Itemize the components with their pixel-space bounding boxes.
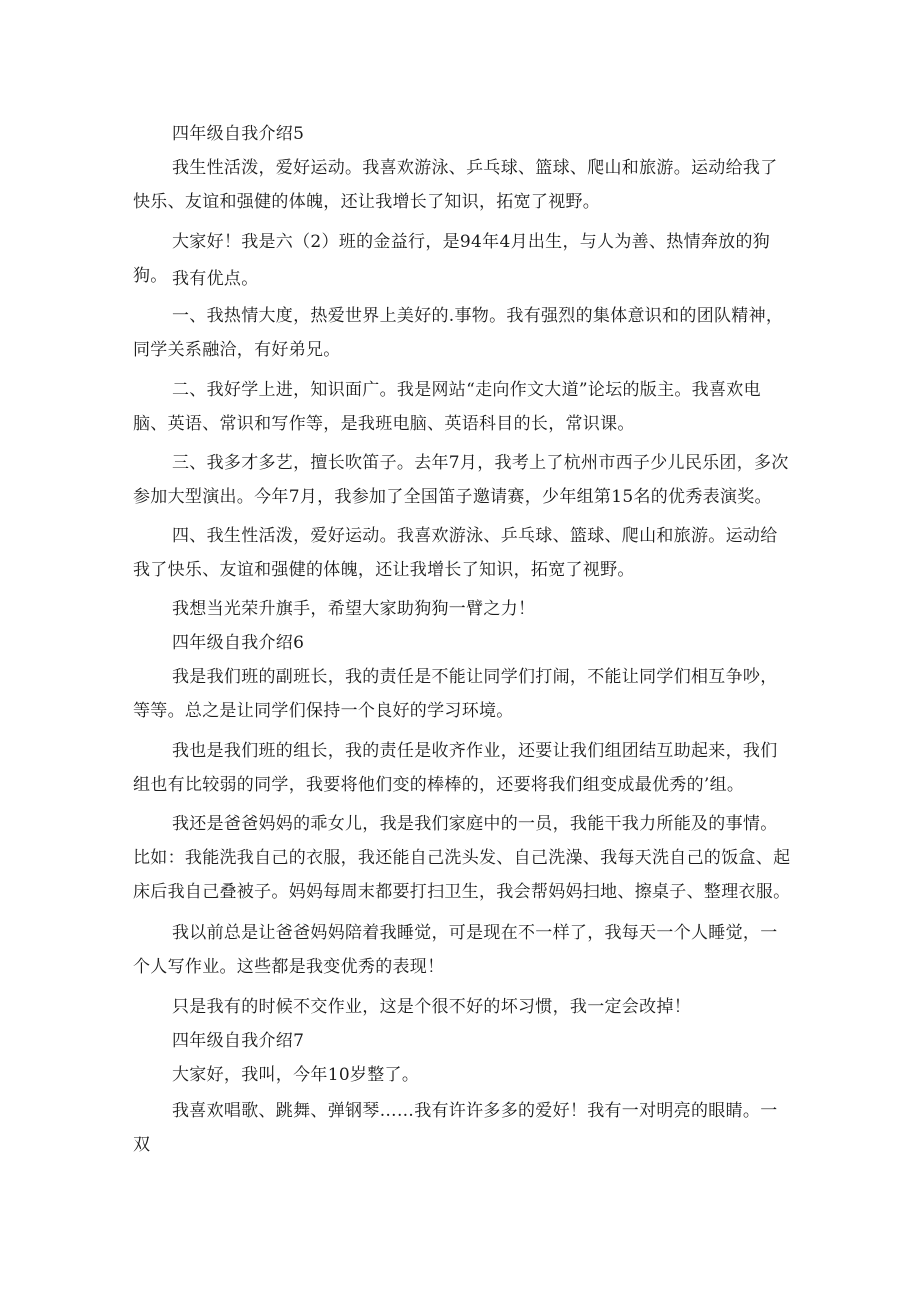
paragraph: 只是我有的时候不交作业，这是个很不好的坏习惯，我一定会改掉！ (172, 997, 691, 1017)
paragraph: 大家好，我叫，今年10岁整了。 (172, 1065, 420, 1085)
paragraph: 我也是我们班的组长，我的责任是收齐作业，还要让我们组团结互助起来，我们组也有比较弱的同学，我要将他们变的棒棒的，还要将我们组变成最优秀的’组。 (133, 741, 778, 795)
section-heading-6: 四年级自我介绍6 (172, 633, 305, 653)
paragraph: 一、我热情大度，热爱世界上美好的.事物。我有强烈的集体意识和的团队精神，同学关系融洽，有好弟兄。 (133, 306, 784, 360)
paragraph: 我是我们班的副班长，我的责任是不能让同学们打闹，不能让同学们相互争吵，等等。总之是让同学们保持一个良好的学习环境。 (133, 667, 778, 721)
paragraph: 我还是爸爸妈妈的乖女儿，我是我们家庭中的一员，我能干我力所能及的事情。比如：我能洗我自己的衣服，我还能自己洗头发、自己洗澡、我每天洗自己的饭盒、起床后我自己叠被子。妈妈每周末都要打扫卫生，我会帮妈妈扫地、擦桌子、整理衣服。 (133, 814, 791, 902)
paragraph: 大家好！我是六（2）班的金益行，是94年4月出生，与人为善、热情奔放的狗狗。 (133, 232, 771, 286)
paragraph: 我想当光荣升旗手，希望大家助狗狗一臂之力！ (172, 599, 536, 619)
paragraph: 我生性活泼，爱好运动。我喜欢游泳、乒乓球、篮球、爬山和旅游。运动给我了快乐、友谊和强健的体魄，还让我增长了知识，拓宽了视野。 (133, 158, 778, 212)
section-heading-5: 四年级自我介绍5 (172, 124, 305, 144)
paragraph: 我有优点。 (172, 269, 259, 289)
paragraph: 二、我好学上进，知识面广。我是网站“走向作文大道”论坛的版主。我喜欢电脑、英语、常识和写作等，是我班电脑、英语科目的长，常识课。 (133, 380, 761, 434)
paragraph: 三、我多才多艺，擅长吹笛子。去年7月，我考上了杭州市西子少儿民乐团，多次参加大型演出。今年7月，我参加了全国笛子邀请赛，少年组第15名的优秀表演奖。 (133, 453, 789, 507)
paragraph: 四、我生性活泼，爱好运动。我喜欢游泳、乒乓球、篮球、爬山和旅游。运动给我了快乐、友谊和强健的体魄，还让我增长了知识，拓宽了视野。 (133, 526, 778, 580)
section-heading-7: 四年级自我介绍7 (172, 1031, 305, 1051)
paragraph: 我喜欢唱歌、跳舞、弹钢琴……我有许许多多的爱好！我有一对明亮的眼睛。一双 (133, 1101, 778, 1155)
paragraph: 我以前总是让爸爸妈妈陪着我睡觉，可是现在不一样了，我每天一个人睡觉，一个人写作业。这些都是我变优秀的表现！ (133, 923, 778, 977)
